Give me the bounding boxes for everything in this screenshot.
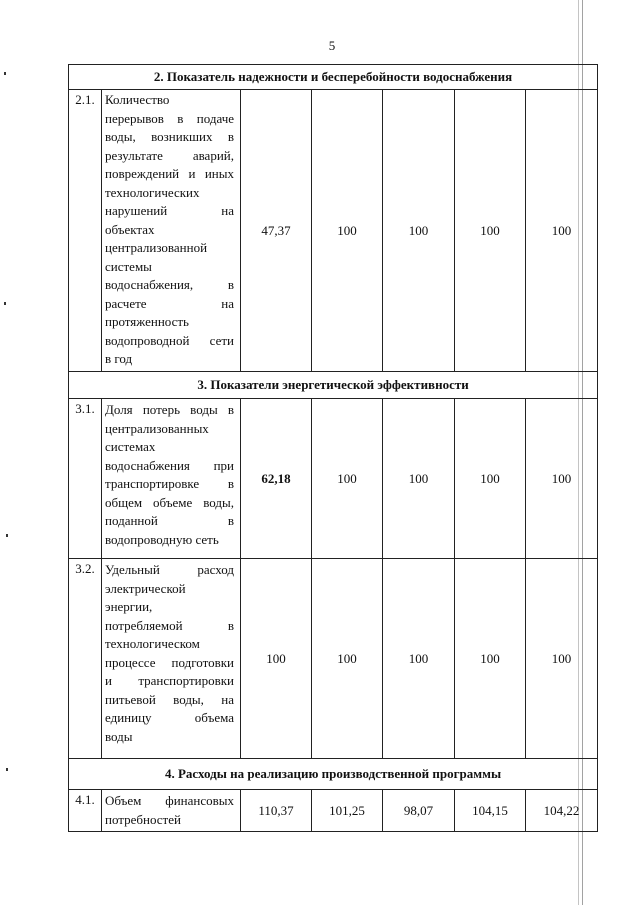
description-line: единицу объема: [105, 710, 234, 725]
value-cell: 62,18: [241, 399, 312, 559]
value-cell: 100: [312, 90, 383, 372]
table-row: [69, 90, 598, 372]
value-cell: 100: [383, 559, 455, 759]
section-title: 3. Показатели энергетической эффективности: [69, 372, 598, 399]
value-cell: 100: [455, 559, 526, 759]
row-number: 3.2.: [69, 559, 102, 759]
value-cell: 100: [383, 399, 455, 559]
value-cell: 104,22: [526, 790, 598, 832]
value-cell: 110,37: [241, 790, 312, 832]
description-line: централизованной: [105, 240, 208, 255]
section-title: 2. Показатель надежности и бесперебойности водоснабжения: [69, 65, 598, 90]
table-row: [69, 790, 598, 832]
value-cell: 100: [526, 90, 598, 372]
description-line: энергии,: [105, 599, 153, 614]
table-row: [69, 559, 598, 759]
row-number: 2.1.: [69, 90, 102, 372]
description-line: перерывов в подаче: [105, 110, 234, 126]
description-line: общем объеме воды,: [105, 494, 234, 510]
value-cell: 100: [526, 559, 598, 759]
row-description: [102, 90, 241, 372]
row-number: 3.1.: [69, 399, 102, 559]
section-title: 4. Расходы на реализацию производственной программы: [69, 759, 598, 790]
row-description: [102, 399, 241, 559]
description-line: воды: [105, 728, 133, 744]
description-line: системах: [105, 439, 156, 454]
row-description: [102, 790, 241, 832]
value-cell: 104,15: [455, 790, 526, 832]
value-cell: 100: [312, 399, 383, 559]
description-line: электрической: [105, 580, 186, 596]
indicators-table: [68, 64, 598, 832]
description-line: повреждений и иных: [105, 166, 234, 181]
value-cell: 100: [455, 90, 526, 372]
description-line: транспортировке в: [105, 476, 234, 491]
description-line: нарушений на: [105, 203, 234, 218]
description-line: в год: [105, 351, 133, 366]
description-line: водоснабжения, в: [105, 277, 234, 292]
description-line: Объем финансовых: [105, 793, 234, 808]
value-cell: 100: [312, 559, 383, 759]
section-header-row: [69, 65, 598, 90]
description-line: водопроводную сеть: [105, 531, 219, 547]
page-number: 5: [328, 38, 336, 53]
description-line: протяженность: [105, 314, 189, 329]
description-line: технологических: [105, 184, 200, 200]
description-line: объектах: [105, 221, 155, 237]
description-line: водопроводной сети: [105, 332, 234, 348]
description-line: результате аварий,: [105, 147, 234, 163]
description-line: питьевой воды, на: [105, 691, 234, 707]
value-cell: 100: [455, 399, 526, 559]
description-line: водоснабжения при: [105, 457, 234, 473]
margin-mark: [4, 302, 6, 305]
row-number: 4.1.: [69, 790, 102, 832]
description-line: поданной в: [105, 513, 234, 528]
row-description: [102, 559, 241, 759]
description-line: потребностей: [105, 811, 181, 827]
description-line: Количество: [105, 92, 170, 107]
description-line: централизованных: [105, 420, 209, 436]
value-cell: 100: [526, 399, 598, 559]
section-header-row: [69, 372, 598, 399]
description-line: и транспортировки: [105, 673, 234, 688]
margin-mark: [4, 72, 6, 75]
value-cell: 47,37: [241, 90, 312, 372]
description-line: Доля потерь воды в: [105, 402, 234, 417]
section-header-row: [69, 759, 598, 790]
description-line: Удельный расход: [105, 562, 234, 577]
description-line: потребляемой в: [105, 617, 234, 633]
value-cell: 101,25: [312, 790, 383, 832]
description-line: процессе подготовки: [105, 654, 234, 670]
description-line: воды, возникших в: [105, 129, 234, 144]
description-line: системы: [105, 258, 152, 274]
description-line: технологическом: [105, 636, 200, 651]
value-cell: 100: [241, 559, 312, 759]
description-line: расчете на: [105, 295, 234, 311]
table-row: [69, 399, 598, 559]
value-cell: 100: [383, 90, 455, 372]
margin-mark: [6, 768, 8, 771]
value-cell: 98,07: [383, 790, 455, 832]
margin-mark: [6, 534, 8, 537]
